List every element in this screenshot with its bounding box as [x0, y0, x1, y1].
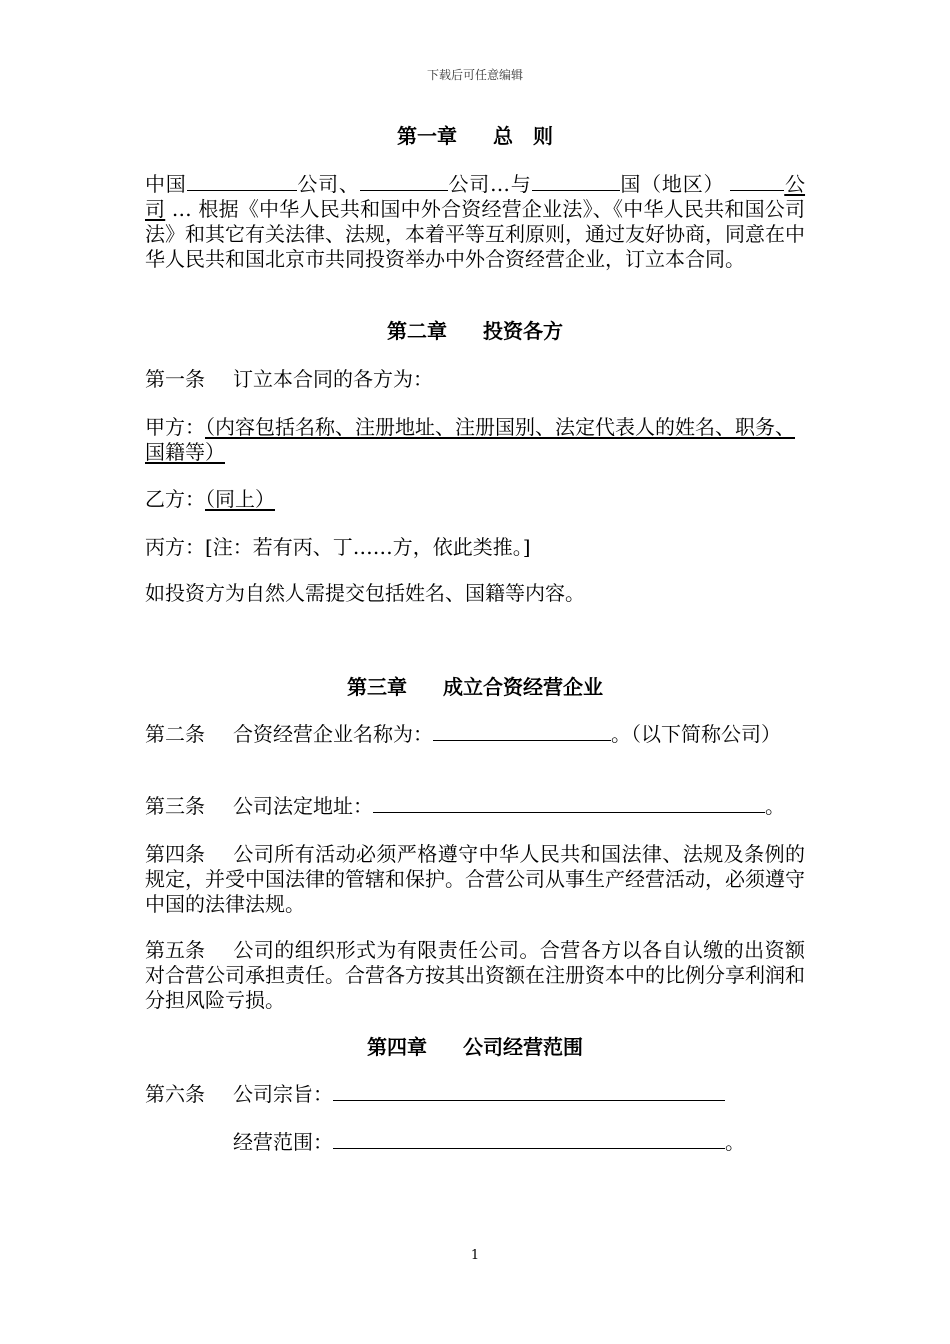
chapter-4-heading: [145, 1035, 805, 1060]
chapter-number: 第四章: [367, 1035, 427, 1059]
chapter-title: 成立合资经营企业: [443, 675, 603, 699]
chapter-title: 总 则: [493, 124, 553, 148]
article-2: 第二条 合资经营企业名称为： 。（以下简称公司）: [145, 722, 781, 746]
purpose-blank[interactable]: [333, 1082, 725, 1101]
blank-field[interactable]: [730, 172, 784, 191]
business-scope: 经营范围： 。: [233, 1130, 745, 1154]
address-blank[interactable]: [373, 794, 765, 813]
scope-blank[interactable]: [333, 1130, 725, 1149]
page-header: 下载后可任意编辑: [426, 68, 523, 82]
natural-person-note: 如投资方为自然人需提交包括姓名、国籍等内容。: [145, 581, 585, 605]
chapter-title: 公司经营范围: [463, 1035, 583, 1059]
chapter-number: 第一章: [397, 124, 457, 148]
chapter-2-heading: [145, 319, 805, 344]
blank-field[interactable]: [360, 172, 448, 191]
company-name-blank[interactable]: [433, 722, 611, 741]
party-a: 甲方：（内容包括名称、注册地址、注册国别、法定代表人的姓名、职务、国籍等）: [145, 415, 795, 464]
article-5: 第五条 公司的组织形式为有限责任公司。合营各方以各自认缴的出资额对合营公司承担责任。合营各方按其出资额在注册资本中的比例分享利润和分担风险亏损。: [145, 938, 805, 1012]
article-3: 第三条 公司法定地址： 。: [145, 794, 785, 818]
blank-field[interactable]: [532, 172, 620, 191]
article-1: 第一条 订立本合同的各方为：: [145, 367, 433, 391]
article-6: 第六条 公司宗旨：: [145, 1082, 805, 1107]
article-4: 第四条 公司所有活动必须严格遵守中华人民共和国法律、法规及条例的规定，并受中国法律的管辖和保护。合营公司从事生产经营活动，必须遵守中国的法律法规。: [145, 842, 805, 916]
chapter-3-heading: [145, 675, 805, 700]
page-number: 1: [470, 1248, 480, 1263]
chapter-1-heading: [145, 124, 805, 149]
party-c: 丙方：[注：若有丙、丁……方，依此类推。]: [145, 535, 531, 559]
chapter-number: 第三章: [347, 675, 407, 699]
intro-paragraph: 中国 公司、 公司…与 国（地区） 公司 … 根据《中华人民共和国中外合资经营企业法》、《中华人民共和国公司法》和其它有关法律、法规，本着平等互利原则，通过友好协商，同意在中华人民共和国北京市共同投资举办中外合资经营企业，订立本合同。: [145, 172, 806, 271]
chapter-title: 投资各方: [483, 319, 563, 343]
chapter-number: 第二章: [387, 319, 447, 343]
blank-field[interactable]: [187, 172, 297, 191]
party-b: 乙方：（同上）: [145, 487, 275, 511]
